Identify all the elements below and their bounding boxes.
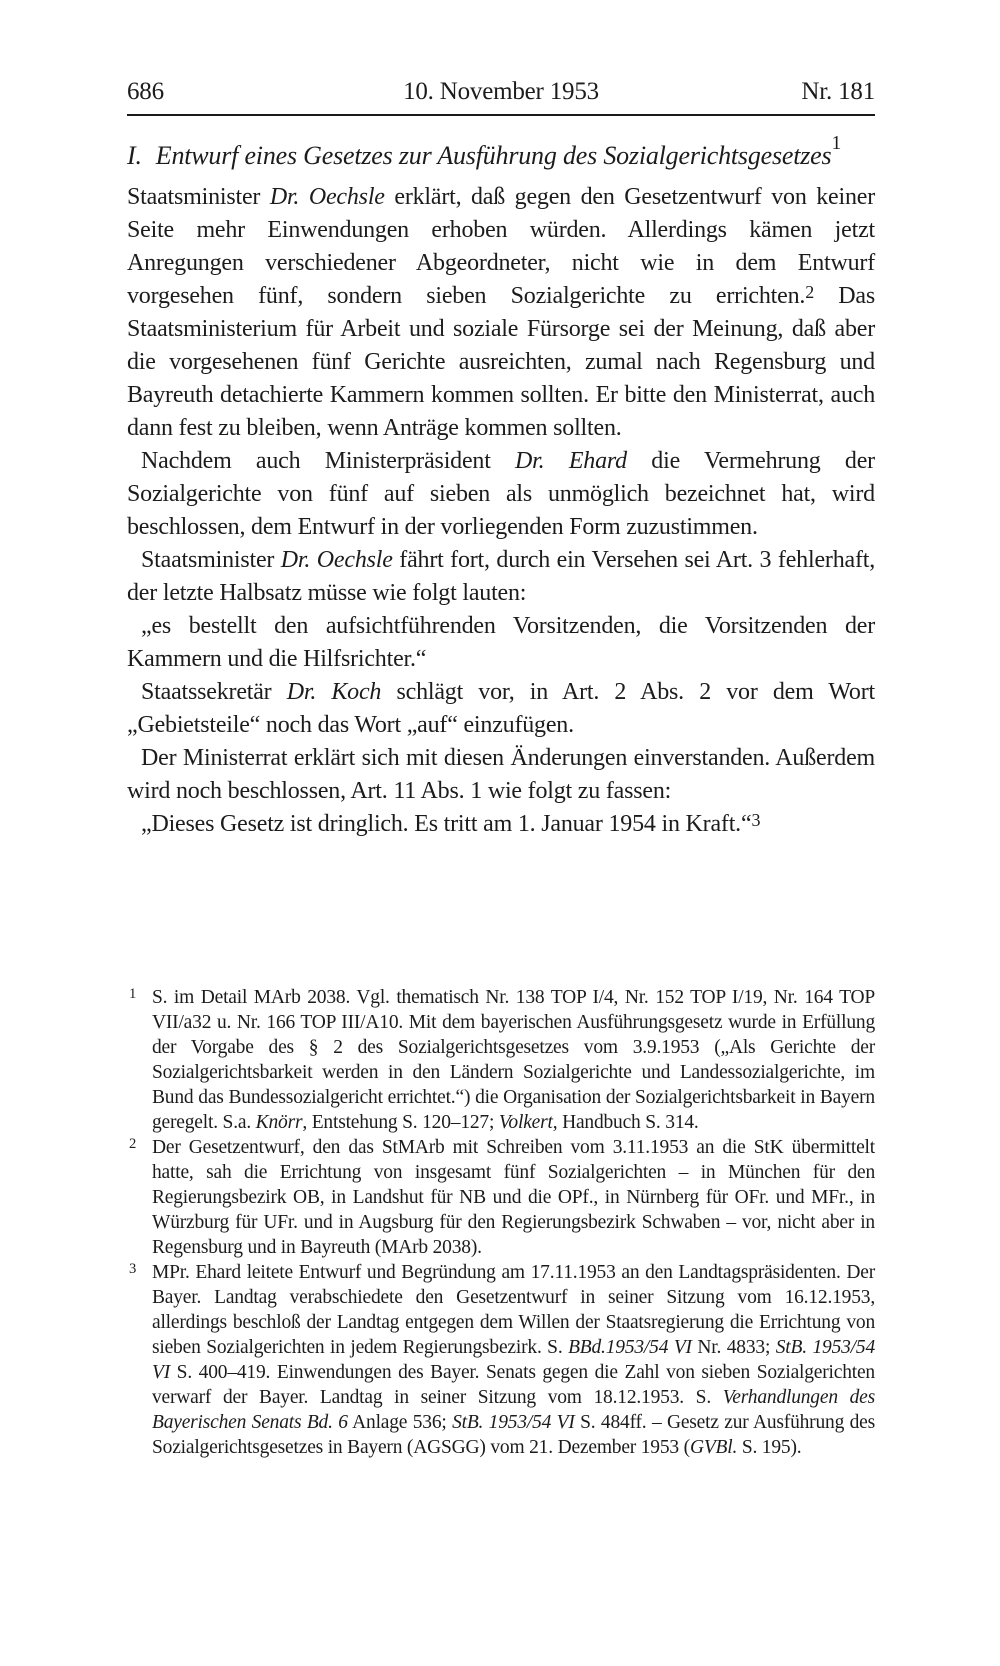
body-paragraph [127,445,875,544]
body-paragraph [127,676,875,742]
footnote-text [152,1262,875,1458]
text-run: Staatsminister [127,184,270,210]
text-run: schlägt vor, in Art. 2 Abs. 2 vor dem Wort „Gebietsteile“ noch das Wort „auf“ einzufügen. [127,679,875,738]
italic-text: Dr. Koch [286,679,382,705]
footnote-marker: 3 [129,1261,137,1277]
text-run: Das Staatsministerium für Arbeit und soziale Fürsorge sei der Meinung, daß aber die vorgesehenen fünf Gerichte ausreichten, zumal nach Regensburg und Bayreuth detachierte Kammern kommen sollten. Er bitte den Ministerrat, auch dann fest zu bleiben, wenn Anträge kommen sollten. [127,283,875,441]
page-number: 686 [127,78,164,105]
italic-text: Verhandlungen des Bayerischen Senats Bd. 6 [152,1387,876,1433]
footnote-reference: 2 [805,281,814,302]
section-heading [127,132,875,171]
body-paragraph [127,610,875,676]
body-paragraph [127,808,875,841]
footnotes-section [127,985,875,1460]
text-run: MPr. Ehard leitete Entwurf und Begründung am 17.11.1953 an den Landtagspräsidenten. Der Bayer. Landtag verabschiedete den Gesetzentwurf in seiner Sitzung vom 16.12.1953, allerdings beschloß der Landtag entgegen dem Willen der Staatsregierung die Errichtung von sieben Sozialgerichten in jedem Regierungsbezirk. S. [152,1262,875,1358]
text-run: „Dieses Gesetz ist dringlich. Es tritt am 1. Januar 1954 in Kraft.“ [141,811,752,837]
italic-text: GVBl. [689,1437,738,1458]
footnote-marker: 2 [129,1136,137,1152]
text-run: Der Ministerrat erklärt sich mit diesen Änderungen einverstanden. Außerdem wird noch beschlossen, Art. 11 Abs. 1 wie folgt zu fassen: [127,745,875,804]
text-run: erklärt, daß gegen den Gesetzentwurf von keiner Seite mehr Einwendungen erhoben würden. Allerdings kämen jetzt Anregungen verschiedener Abgeordneter, nicht wie in dem Entwurf vorgesehen fünf, sondern sieben Sozialgerichte zu errichten. [127,184,875,309]
text-run: die Vermehrung der Sozialgerichte von fünf auf sieben als unmöglich bezeichnet hat, wird beschlossen, dem Entwurf in der vorliegenden Form zuzustimmen. [127,448,875,540]
footnote [127,985,875,1135]
text-run: Der Gesetzentwurf, den das StMArb mit Schreiben vom 3.11.1953 an die StK übermittelt hatte, sah die Errichtung von insgesamt fünf Sozialgerichten – in München für den Regierungsbezirk OB, in Landshut für NB und die OPf., in Nürnberg für OFr. und MFr., in Würzburg für UFr. und in Augsburg für den Regierungsbezirk Schwaben – vor, nicht aber in Regensburg und in Bayreuth (MArb 2038). [152,1137,875,1258]
text-run: S. 400–419. Einwendungen des Bayer. Senats gegen die Zahl von sieben Sozialgerichten verwarf der Bayer. Landtag in seiner Sitzung vom 18.12.1953. S. [152,1362,875,1408]
italic-text: StB. 1953/54 VI [152,1337,875,1383]
italic-text: Dr. Oechsle [280,547,393,573]
body-paragraph [127,544,875,610]
text-run: Staatssekretär [141,679,287,705]
text-run: S. im Detail MArb 2038. Vgl. thematisch Nr. 138 TOP I/4, Nr. 152 TOP I/19, Nr. 164 TOP VII/a32 u. Nr. 166 TOP III/A10. Mit dem bayerischen Ausführungsgesetz wurde in Erfüllung der Vorgabe des § 2 des Sozialgerichtsgesetzes vom 3.9.1953 („Als Gerichte der Sozialgerichtsbarkeit werden in den Ländern Sozialgerichte und Landessozialgerichte, im Bund das Bundessozialgericht errichtet.“) die Organisation der Sozialgerichtsbarkeit in Bayern geregelt. S.a. [152,987,875,1133]
text-run: , Handbuch S. 314. [552,1112,699,1133]
text-run: Nr. 4833; [691,1337,776,1358]
text-run: , Entstehung S. 120–127; [302,1112,499,1133]
footnote-text [152,1137,875,1258]
footnote [127,1260,875,1460]
section-title: Entwurf eines Gesetzes zur Ausführung des Sozialgerichtsgesetzes [155,141,832,170]
text-run: Nachdem auch Ministerpräsident [141,448,516,474]
italic-text: Volkert [498,1112,553,1133]
body-text [127,181,875,841]
text-run: Anlage 536; [347,1412,453,1433]
footnote [127,1135,875,1260]
footnote-marker: 1 [129,986,137,1002]
text-run: „es bestellt den aufsichtführenden Vorsitzenden, die Vorsitzenden der Kammern und die Hilfsrichter.“ [127,613,875,672]
text-run: S. 484ff. – Gesetz zur Ausführung des Sozialgerichtsgesetzes in Bayern (AGSGG) vom 21. Dezember 1953 ( [152,1412,875,1458]
footnote-reference: 3 [751,809,761,830]
body-paragraph [127,181,875,445]
footnote-reference: 1 [831,132,842,154]
italic-text: BBd.1953/54 VI [568,1337,692,1358]
body-paragraph [127,742,875,808]
footnote-text [152,987,875,1133]
italic-text: Dr. Oechsle [269,184,385,210]
italic-text: Knörr [255,1112,303,1133]
italic-text: StB. 1953/54 VI [452,1412,575,1433]
section-numeral: I. [127,141,142,170]
text-run: S. 195). [737,1437,802,1458]
text-run: fährt fort, durch ein Versehen sei Art. 3 fehlerhaft, der letzte Halbsatz müsse wie folgt lauten: [127,547,876,606]
header-date: 10. November 1953 [403,78,599,105]
page-header [127,78,875,106]
header-doc-number: Nr. 181 [801,78,875,105]
header-rule [127,114,875,116]
italic-text: Dr. Ehard [515,448,627,474]
text-run: Staatsminister [141,547,281,573]
